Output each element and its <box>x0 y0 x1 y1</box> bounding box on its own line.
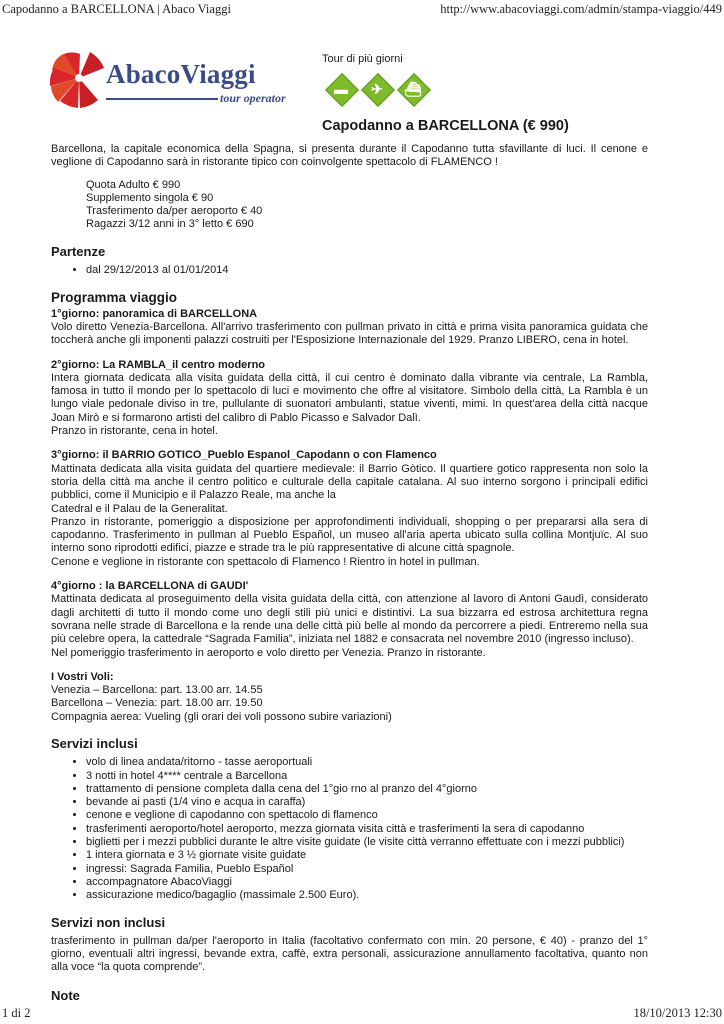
logo-rule <box>106 98 218 100</box>
plane-icon: ✈ <box>362 74 392 104</box>
print-url: http://www.abacoviaggi.com/admin/stampa-viaggio/449 <box>440 2 722 16</box>
price-line: Quota Adulto € 990 <box>86 178 181 191</box>
day-text: Volo diretto Venezia-Barcellona. All'arrivo trasferimento con pullman privato in città e prima visita panoramica guidata che toccherà anche gli imponenti palazzi costruiti per l'Esposizione Internazionale del 1929. Pranzo LIBERO, cena in hotel. <box>51 320 648 347</box>
day-text: Catedral e il Palau de la Generalitat. <box>51 502 228 515</box>
price-line: Supplemento singola € 90 <box>86 191 214 204</box>
day-title: 2°giorno: La RAMBLA_il centro moderno <box>51 358 266 371</box>
print-header <box>2 2 722 18</box>
print-page-title: Capodanno a BARCELLONA | Abaco Viaggi <box>2 2 231 16</box>
page-title: Capodanno a BARCELLONA (€ 990) <box>322 118 569 134</box>
day-text: Nel pomeriggio trasferimento in aeroporto e volo diretto per Venezia. Pranzo in ristorante. <box>51 646 486 659</box>
flight-line: Venezia – Barcellona: part. 13.00 arr. 14.55 <box>51 684 263 697</box>
day-title: 1°giorno: panoramica di BARCELLONA <box>51 307 258 320</box>
not-included-heading: Servizi non inclusi <box>51 914 166 930</box>
day-text: Pranzo in ristorante, cena in hotel. <box>51 425 218 438</box>
print-datetime: 18/10/2013 12:30 <box>633 1006 722 1020</box>
day-text: Intera giornata dedicata alla visita guidata della città, il cui centro è dominato dalla vibrante via centrale, La Rambla, famosa in tutto il mondo per lo spettacolo di luci e movimento che offre al visitatore. Simbolo della città, La Rambla è un lungo viale pedonale diviso in tre, pullulante di suonatori ambulanti, statue viventi, mimi. In quest'area della città nacque Joan Mirò e si formarono artisti del calibro di Pablo Picasso e Salvador Dalì. <box>51 371 648 424</box>
included-item: • 1 intera giornata e 3 ½ giornate visite guidate <box>86 849 648 862</box>
day-1 <box>51 308 648 348</box>
program-heading: Programma viaggio <box>51 290 178 306</box>
day-text: Pranzo in ristorante, pomeriggio a disposizione per approfondimenti individuali, shopping o per prepararsi alla sera di capodanno. Trasferimento in pullman al Pueblo Español, un museo all'aria aperta ubicato sulla collina Montjuïc. Al suo interno sono riprodotti edifici, piazze e strade tra le più rappresentative di alcune città spagnole. <box>51 515 648 555</box>
day-2 <box>51 359 648 439</box>
included-list <box>51 756 648 902</box>
day-text: Mattinata dedicata al proseguimento della visita guidata della città, con attenzione al lavoro di Antoni Gaudì, considerato dagli architetti di tutto il mondo come uno degli stili più unici e distintivi. La sua bizzarra ed estrosa architettura regna sovrana nelle strade di Barcellona e la rende una delle città più belle al mondo da percorrere a piedi. Entreremo nella sua più celebre opera, la cattedrale “Sagrada Familia”, iniziata nel 1882 e consacrata nel novembre 2010 (ingresso incluso). <box>51 593 648 646</box>
included-item: • bevande ai pasti (1/4 vino e acqua in caraffa) <box>86 796 648 809</box>
logo-swirl-icon <box>50 48 108 110</box>
flight-line: Barcellona – Venezia: part. 18.00 arr. 19.50 <box>51 697 263 710</box>
print-footer <box>2 1006 722 1022</box>
logo-tagline: tour operator <box>220 91 286 105</box>
flights-title: I Vostri Voli: <box>51 670 114 683</box>
price-list <box>86 179 648 232</box>
day-text: Cenone e veglione in ristorante con spettacolo di Flamenco ! Rientro in hotel in pullman. <box>51 555 480 568</box>
trip-content <box>51 143 648 1008</box>
included-item: • trattamento di pensione completa dalla cena del 1°gio rno al pranzo del 4°giorno <box>86 783 648 796</box>
flight-line: Compagnia aerea: Vueling (gli orari dei voli possono subire variazioni) <box>51 710 392 723</box>
bus-icon: ▬ <box>326 74 356 104</box>
included-item: • volo di linea andata/ritorno - tasse aeroportuali <box>86 756 648 769</box>
print-page-number: 1 di 2 <box>2 1006 31 1020</box>
price-line: Ragazzi 3/12 anni in 3° letto € 690 <box>86 218 254 231</box>
tour-type-label: Tour di più giorni <box>322 53 403 65</box>
included-item: • ingressi: Sagrada Familia, Pueblo Español <box>86 863 648 876</box>
day-title: 4°giorno : la BARCELLONA di GAUDI' <box>51 580 249 593</box>
included-item: • cenone e veglione di capodanno con spettacolo di flamenco <box>86 809 648 822</box>
included-item: • assicurazione medico/bagaglio (massimale 2.500 Euro). <box>86 889 648 902</box>
day-3 <box>51 449 648 569</box>
day-4 <box>51 580 648 660</box>
included-item: • biglietti per i mezzi pubblici durante le altre visite guidate (le visite città verranno effettuate con i mezzi pubblici) <box>86 836 648 849</box>
price-line: Trasferimento da/per aeroporto € 40 <box>86 205 263 218</box>
included-heading: Servizi inclusi <box>51 735 138 751</box>
intro-text: Barcellona, la capitale economica della Spagna, si presenta durante il Capodanno tutta sfavillante di luci. Il cenone e veglione di Capodanno sarà in ristorante tipico con coinvolgente spettacolo di FLAMENCO ! <box>51 143 648 169</box>
notes-heading: Note <box>51 987 80 1003</box>
not-included-text: trasferimento in pullman da/per l'aeroporto in Italia (facoltativo confermato con min. 20 persone, € 40) - pranzo del 1° giorno, eventuali altri ingressi, bevande extra, caffè, extra personali, assicurazione annullamento facoltativa, quanto non alla voce “la quota comprende”. <box>51 934 648 974</box>
day-text: Mattinata dedicata alla visita guidata del quartiere medievale: il Barrio Gòtico. Il quartiere gotico rappresenta non solo la storia della città ma anche il centro politico e culturale della capitale catalana. Al suo interno sorgono i principali edifici pubblici, come il Municipio e il Palazzo Reale, ma anche la <box>51 462 648 502</box>
departures-list <box>51 264 648 277</box>
day-title: 3°giorno: il BARRIO GOTICO_Pueblo Espanol_Capodann o con Flamenco <box>51 449 437 462</box>
logo-wordmark: AbacoViaggi <box>106 59 256 89</box>
included-item: • 3 notti in hotel 4**** centrale a Barcellona <box>86 770 648 783</box>
flights-block <box>51 671 648 724</box>
ship-icon: ⛴ <box>398 74 428 104</box>
abacoviaggi-logo[interactable] <box>50 48 316 110</box>
included-item: • trasferimenti aeroporto/hotel aeroporto, mezza giornata visita città e trasferimenti la sera di capodanno <box>86 823 648 836</box>
included-item: • accompagnatore AbacoViaggi <box>86 876 648 889</box>
departure-item: • dal 29/12/2013 al 01/01/2014 <box>86 264 648 277</box>
departures-heading: Partenze <box>51 243 106 259</box>
